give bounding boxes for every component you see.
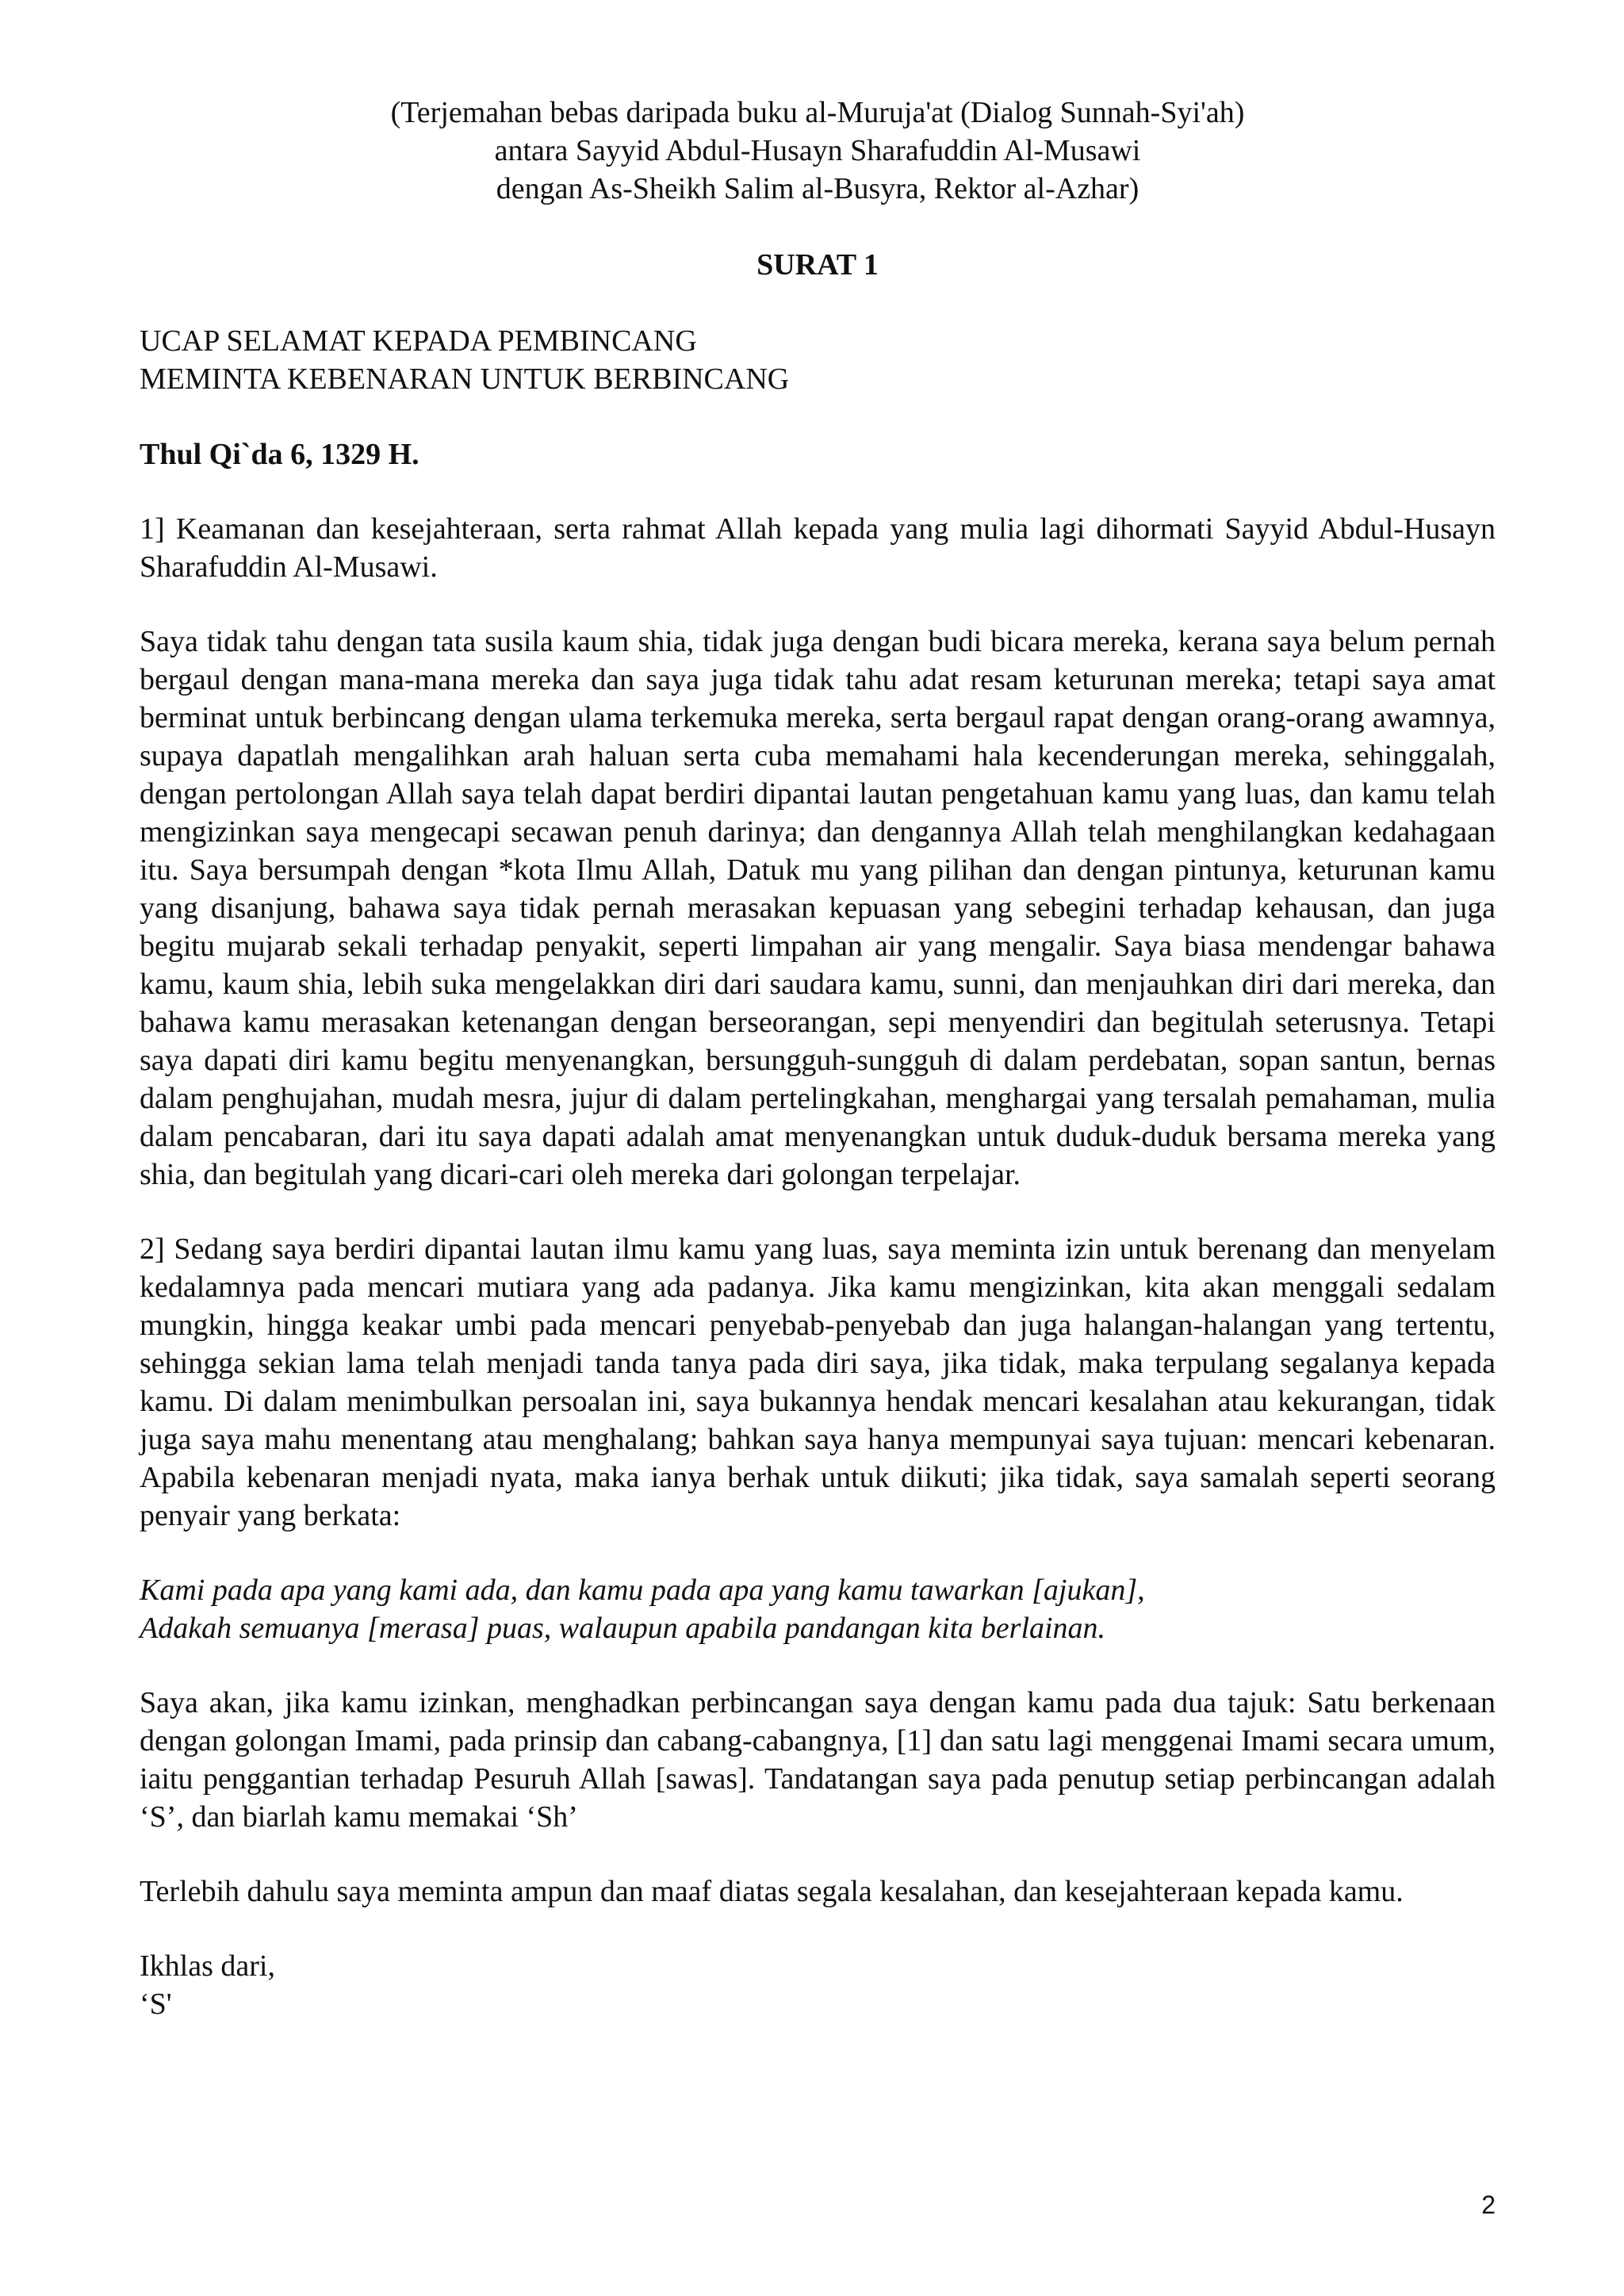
poem-quote [140, 1571, 1496, 1647]
page-number: 2 [1481, 2191, 1496, 2219]
header-line-1: (Terjemahan bebas daripada buku al-Muruja'at (Dialog Sunnah-Syi'ah) [390, 96, 1245, 129]
subtitle-line-1: UCAP SELAMAT KEPADA PEMBINCANG [140, 324, 697, 358]
header-line-2: antara Sayyid Abdul-Husayn Sharafuddin Al-Musawi [494, 134, 1141, 167]
paragraph-1: 1] Keamanan dan kesejahteraan, serta rahmat Allah kepada yang mulia lagi dihormati Sayyid Abdul-Husayn Sharafuddin Al-Musawi. [140, 512, 1496, 584]
letter-date: Thul Qi`da 6, 1329 H. [140, 438, 419, 471]
letter-title: SURAT 1 [756, 248, 879, 282]
document-header [140, 94, 1496, 208]
letter-page [140, 94, 1496, 2023]
poem-line-1: Kami pada apa yang kami ada, dan kamu pada apa yang kamu tawarkan [ajukan], [140, 1573, 1145, 1607]
poem-line-2: Adakah semuanya [merasa] puas, walaupun apabila pandangan kita berlainan. [140, 1612, 1106, 1645]
signoff-line-1: Ikhlas dari, [140, 1949, 275, 1983]
paragraph-3: 2] Sedang saya berdiri dipantai lautan ilmu kamu yang luas, saya meminta izin untuk berenang dan menyelam kedalamnya pada mencari mutiara yang ada padanya. Jika kamu mengizinkan, kita akan menggali sedalam mungkin, hingga keakar umbi pada mencari penyebab-penyebab dan juga halangan-halangan yang tertentu, sehingga sekian lama telah menjadi tanda tanya pada diri saya, jika tidak, maka terpulang segalanya kepada kamu. Di dalam menimbulkan persoalan ini, saya bukannya hendak mencari kesalahan atau kekurangan, tidak juga saya mahu menentang atau menghalang; bahkan saya hanya mempunyai saya tujuan: mencari kebenaran. Apabila kebenaran menjadi nyata, maka ianya berhak untuk diikuti; jika tidak, saya samalah seperti seorang penyair yang berkata: [140, 1232, 1496, 1532]
letter-subtitle [140, 322, 1496, 398]
paragraph-5: Terlebih dahulu saya meminta ampun dan maaf diatas segala kesalahan, dan kesejahteraan kepada kamu. [140, 1875, 1404, 1908]
header-line-3: dengan As-Sheikh Salim al-Busyra, Rektor al-Azhar) [496, 172, 1139, 205]
signoff-signature: ‘S' [140, 1987, 172, 2021]
signoff [140, 1947, 1496, 2023]
paragraph-2: Saya tidak tahu dengan tata susila kaum shia, tidak juga dengan budi bicara mereka, kerana saya belum pernah bergaul dengan mana-mana mereka dan saya juga tidak tahu adat resam keturunan mereka; tetapi saya amat berminat untuk berbincang dengan ulama terkemuka mereka, serta bergaul rapat dengan orang-orang awamnya, supaya dapatlah mengalihkan arah haluan serta cuba memahami hala kecenderungan mereka, sehinggalah, dengan pertolongan Allah saya telah dapat berdiri dipantai lautan pengetahuan kamu yang luas, dan kamu telah mengizinkan saya mengecapi secawan penuh darinya; dan dengannya Allah telah menghilangkan kedahagaan itu. Saya bersumpah dengan *kota Ilmu Allah, Datuk mu yang pilihan dan dengan pintunya, keturunan kamu yang disanjung, bahawa saya tidak pernah merasakan kepuasan yang sebegini terhadap kehausan, dan juga begitu mujarab sekali terhadap penyakit, seperti limpahan air yang mengalir. Saya biasa mendengar bahawa kamu, kaum shia, lebih suka mengelakkan diri dari saudara kamu, sunni, dan menjauhkan diri dari mereka, dan bahawa kamu merasakan ketenangan dengan berseorangan, sepi menyendiri dan begitulah seterusnya. Tetapi saya dapati diri kamu begitu menyenangkan, bersungguh-sungguh di dalam perdebatan, sopan santun, bernas dalam penghujahan, mudah mesra, jujur di dalam pertelingkahan, menghargai yang tersalah pemahaman, mulia dalam pencabaran, dari itu saya dapati adalah amat menyenangkan untuk duduk-duduk bersama mereka yang shia, dan begitulah yang dicari-cari oleh mereka dari golongan terpelajar. [140, 625, 1496, 1191]
paragraph-4: Saya akan, jika kamu izinkan, menghadkan perbincangan saya dengan kamu pada dua tajuk: Satu berkenaan dengan golongan Imami, pada prinsip dan cabang-cabangnya, [1] dan satu lagi menggenai Imami secara umum, iaitu penggantian terhadap Pesuruh Allah [sawas]. Tandatangan saya pada penutup setiap perbincangan adalah ‘S’, dan biarlah kamu memakai ‘Sh’ [140, 1686, 1496, 1834]
subtitle-line-2: MEMINTA KEBENARAN UNTUK BERBINCANG [140, 362, 790, 396]
